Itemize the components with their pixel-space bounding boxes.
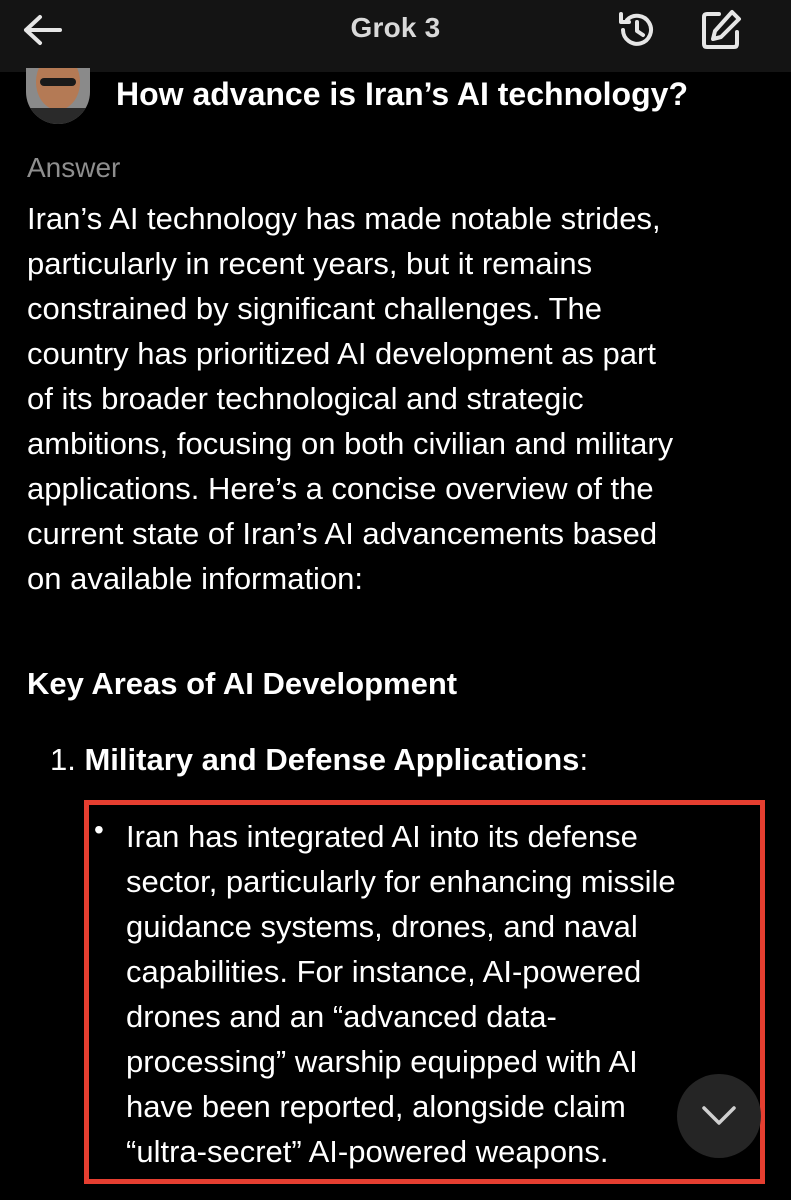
chevron-down-icon	[701, 1105, 737, 1127]
bullet-line: sector, particularly for enhancing missile	[126, 864, 676, 899]
answer-body	[27, 196, 767, 601]
answer-line: current state of Iran’s AI advancements based	[27, 516, 658, 551]
bullet-line: capabilities. For instance, AI-powered	[126, 954, 642, 989]
bullet-line: processing” warship equipped with AI	[126, 1044, 638, 1079]
bullet-text	[126, 814, 766, 1174]
scroll-down-button[interactable]	[677, 1074, 761, 1158]
question-text: How advance is Iran’s AI technology?	[116, 76, 688, 112]
list-item-colon: :	[579, 742, 589, 777]
answer-line: country has prioritized AI development as part	[27, 336, 656, 371]
new-chat-button[interactable]	[696, 6, 746, 54]
bullet-line: drones and an “advanced data-	[126, 999, 557, 1034]
history-button[interactable]	[612, 6, 662, 54]
answer-line: applications. Here’s a concise overview of the	[27, 471, 654, 506]
bullet-icon: •	[94, 814, 104, 845]
list-item	[50, 742, 588, 778]
history-icon	[615, 8, 659, 52]
bullet-line: “ultra-secret” AI-powered weapons.	[126, 1134, 609, 1169]
section-heading: Key Areas of AI Development	[27, 666, 458, 701]
answer-line: particularly in recent years, but it remains	[27, 246, 593, 281]
avatar[interactable]	[26, 68, 90, 124]
edit-icon	[699, 8, 743, 52]
top-bar	[0, 0, 791, 72]
list-item-number: 1.	[50, 742, 85, 777]
user-question	[24, 72, 784, 128]
answer-line: of its broader technological and strategic	[27, 381, 584, 416]
answer-line: Iran’s AI technology has made notable strides,	[27, 201, 661, 236]
list-item-title: Military and Defense Applications	[84, 742, 580, 777]
bullet-line: guidance systems, drones, and naval	[126, 909, 638, 944]
answer-line: on available information:	[27, 561, 364, 596]
answer-line: ambitions, focusing on both civilian and military	[27, 426, 674, 461]
bullet-line: have been reported, alongside claim	[126, 1089, 626, 1124]
answer-line: constrained by significant challenges. The	[27, 291, 602, 326]
page-title: Grok 3	[350, 12, 441, 43]
answer-label: Answer	[27, 152, 121, 183]
bullet-line: Iran has integrated AI into its defense	[126, 819, 638, 854]
